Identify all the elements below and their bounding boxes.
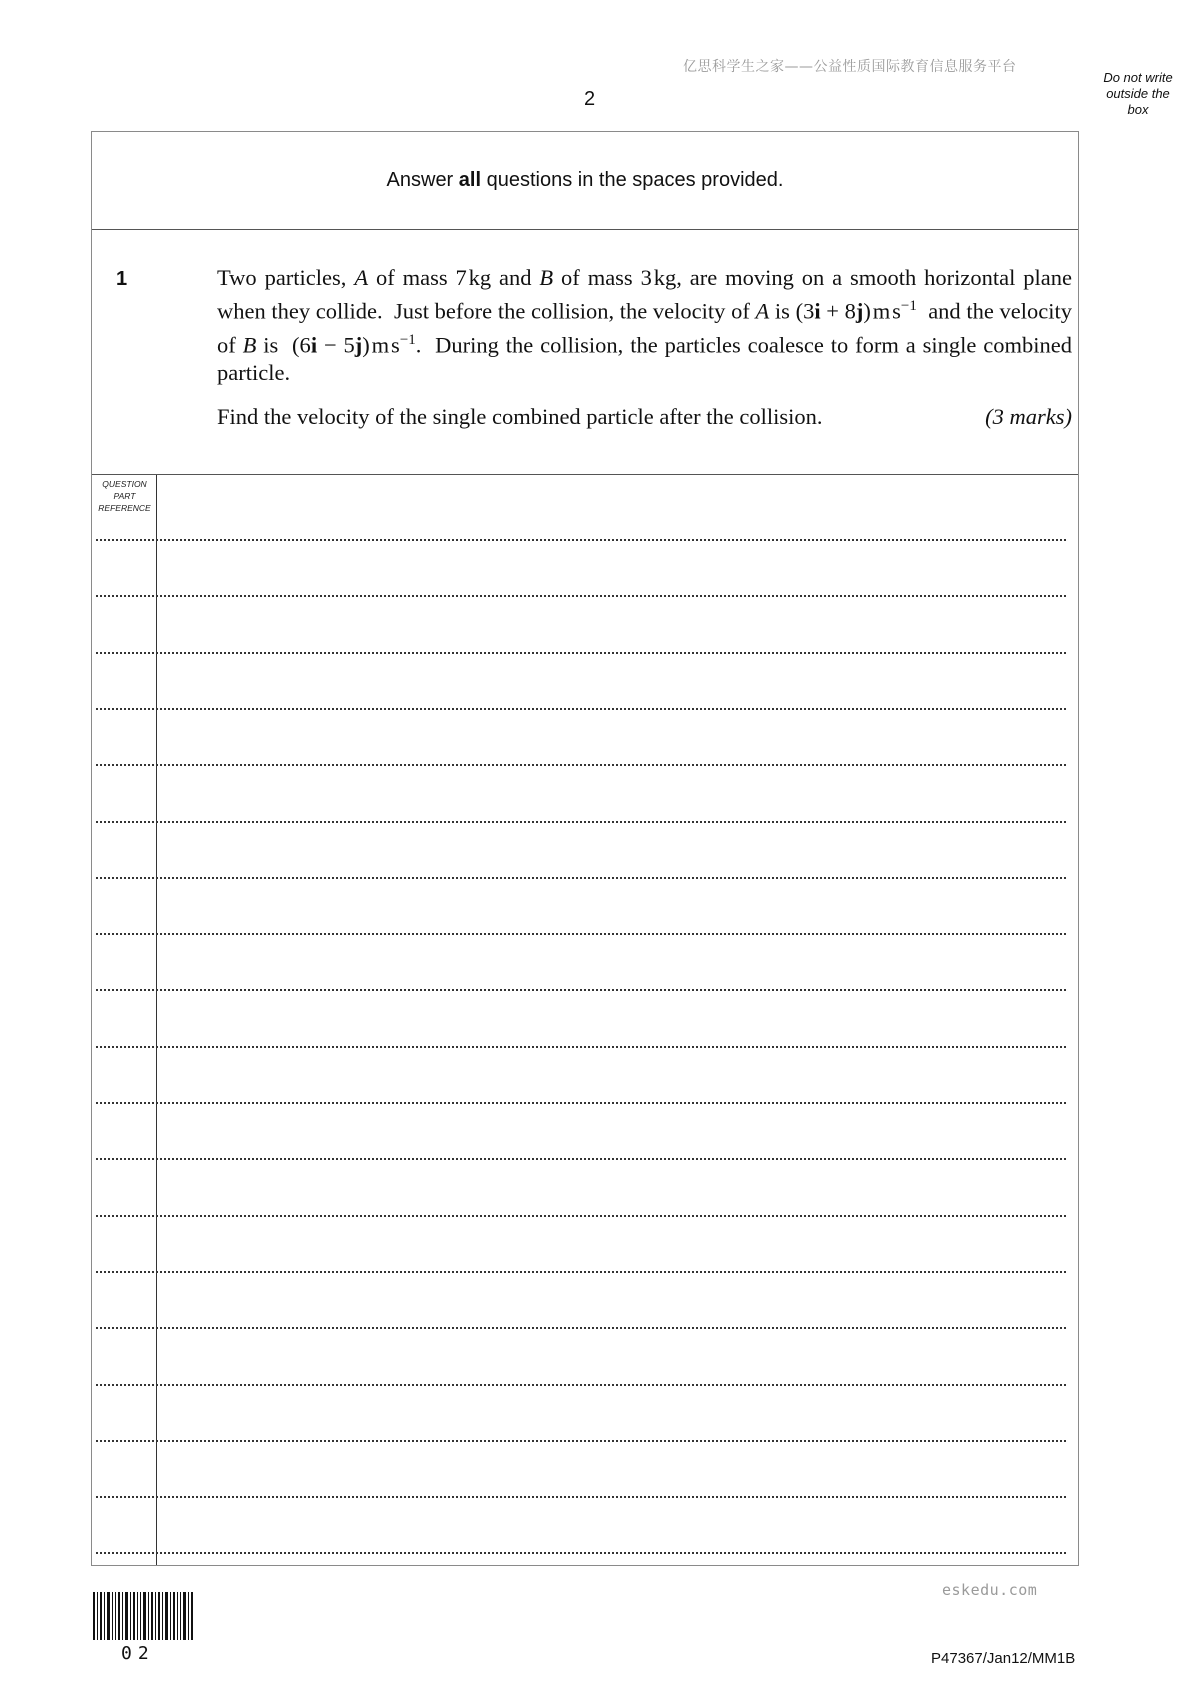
margin-note-line: outside the	[1106, 86, 1170, 101]
answer-line	[96, 764, 1066, 766]
answer-line	[96, 877, 1066, 879]
instruction-emphasis: all	[458, 169, 482, 191]
answer-line	[96, 539, 1066, 541]
answer-line	[96, 1271, 1066, 1273]
margin-note-line: box	[1127, 102, 1149, 117]
answer-line	[96, 821, 1066, 823]
answer-line	[96, 1102, 1066, 1104]
instruction-text-end: questions in the spaces provided.	[481, 169, 784, 191]
answer-line	[96, 652, 1066, 654]
question-text: Two particles, A of mass 7 kg and B of mass 3 kg, are moving on a smooth horizontal plane when they collide. Just before the collision, the velocity of A is (3i + 8j) m $s^{-1}$ and the velocity of B is (6i − 5j) m $s^{-1}$. During the collision, the particles coalesce to form a single combined particle.	[217, 265, 1073, 385]
answer-line	[96, 1440, 1066, 1442]
margin-note	[1093, 70, 1183, 118]
question-block	[92, 230, 1078, 475]
answer-line	[96, 1327, 1066, 1329]
question-prompt	[217, 404, 1072, 430]
answer-line	[96, 595, 1066, 597]
barcode-icon	[93, 1592, 195, 1640]
answer-line	[96, 933, 1066, 935]
margin-note-line: Do not write	[1103, 70, 1173, 85]
answer-line	[96, 1215, 1066, 1217]
question-part-reference-label: QUESTION PART REFERENCE	[98, 479, 151, 513]
question-number: 1	[116, 268, 128, 290]
answer-area[interactable]	[92, 475, 1078, 1565]
marks-label: (3 marks)	[985, 404, 1072, 429]
answer-line	[96, 1552, 1066, 1554]
answer-line	[96, 1046, 1066, 1048]
watermark-top: 亿思科学生之家——公益性质国际教育信息服务平台	[683, 59, 1017, 75]
paper-reference: P47367/Jan12/MM1B	[931, 1650, 1076, 1667]
answer-line	[96, 1496, 1066, 1498]
watermark-bottom: eskedu.com	[942, 1581, 1038, 1599]
answer-booklet-frame	[91, 131, 1079, 1566]
instruction-banner	[92, 132, 1078, 230]
page-number: 2	[584, 88, 596, 110]
question-part-reference-column	[92, 475, 157, 1565]
instruction-text-start: Answer	[386, 169, 459, 191]
answer-line	[96, 1384, 1066, 1386]
answer-line	[96, 708, 1066, 710]
barcode-digits: 02	[121, 1643, 155, 1664]
answer-line	[96, 989, 1066, 991]
answer-line	[96, 1158, 1066, 1160]
question-find-text: Find the velocity of the single combined particle after the collision.	[217, 404, 823, 429]
